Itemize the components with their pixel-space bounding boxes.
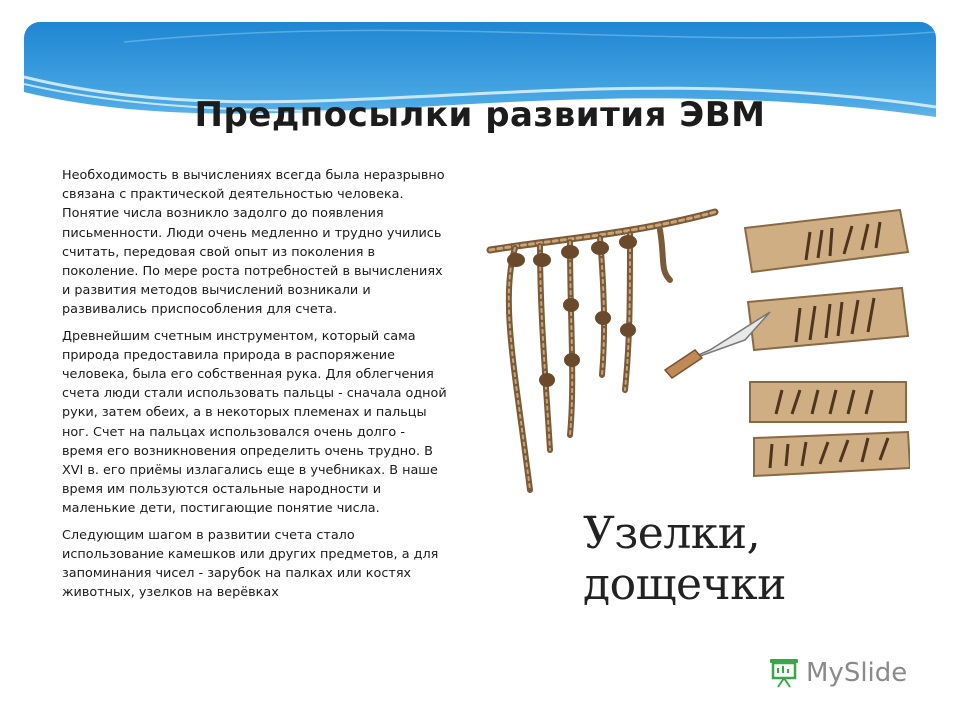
slide-title: Предпосылки развития ЭВМ — [194, 95, 766, 135]
illustration-caption: Узелки, дощечки — [583, 508, 786, 610]
paragraph-1: Необходимость в вычислениях всегда была неразрывно связана с практической деятельностью человека. Понятие числа возникло задолго до появления письменности. Люди очень медленно и трудно учились считать, передовая свой опыт из поколения в поколение. По мере роста потребностей в вычислениях и развития методов вычислений возникали и развивались приспособления для счета. — [62, 168, 445, 318]
body-text — [62, 166, 448, 609]
notched-boards — [665, 210, 910, 476]
board-3 — [750, 382, 906, 422]
knife-handle — [665, 350, 702, 378]
board-1 — [745, 210, 908, 272]
paragraph-3: Следующим шагом в развитии счета стало использование камешков или других предметов, а для запоминания чисел - зарубок на палках или костях животных, узелков на верёвках — [62, 527, 439, 601]
board-4 — [754, 432, 910, 476]
logo-text: MySlide — [806, 658, 908, 688]
rope-knots — [507, 235, 637, 387]
paragraph-2: Древнейшим счетным инструментом, который сама природа предоставила природа в распоряжение человека, была его собственная рука. Для облегчения счета люди стали использовать пальцы - сначала одной руки, затем обеих, а в некоторых племенах и пальцы ног. Счет на пальцах использовался очень долго - время его возникновения определить очень трудно. В XVI в. его приёмы излагались еще в учебниках. В наше время им пользуются остальные народности и маленькие дети, постигающие понятие числа. — [62, 328, 447, 517]
board-2 — [665, 288, 908, 378]
projector-screen-icon — [766, 657, 802, 689]
myslide-logo — [766, 657, 907, 689]
